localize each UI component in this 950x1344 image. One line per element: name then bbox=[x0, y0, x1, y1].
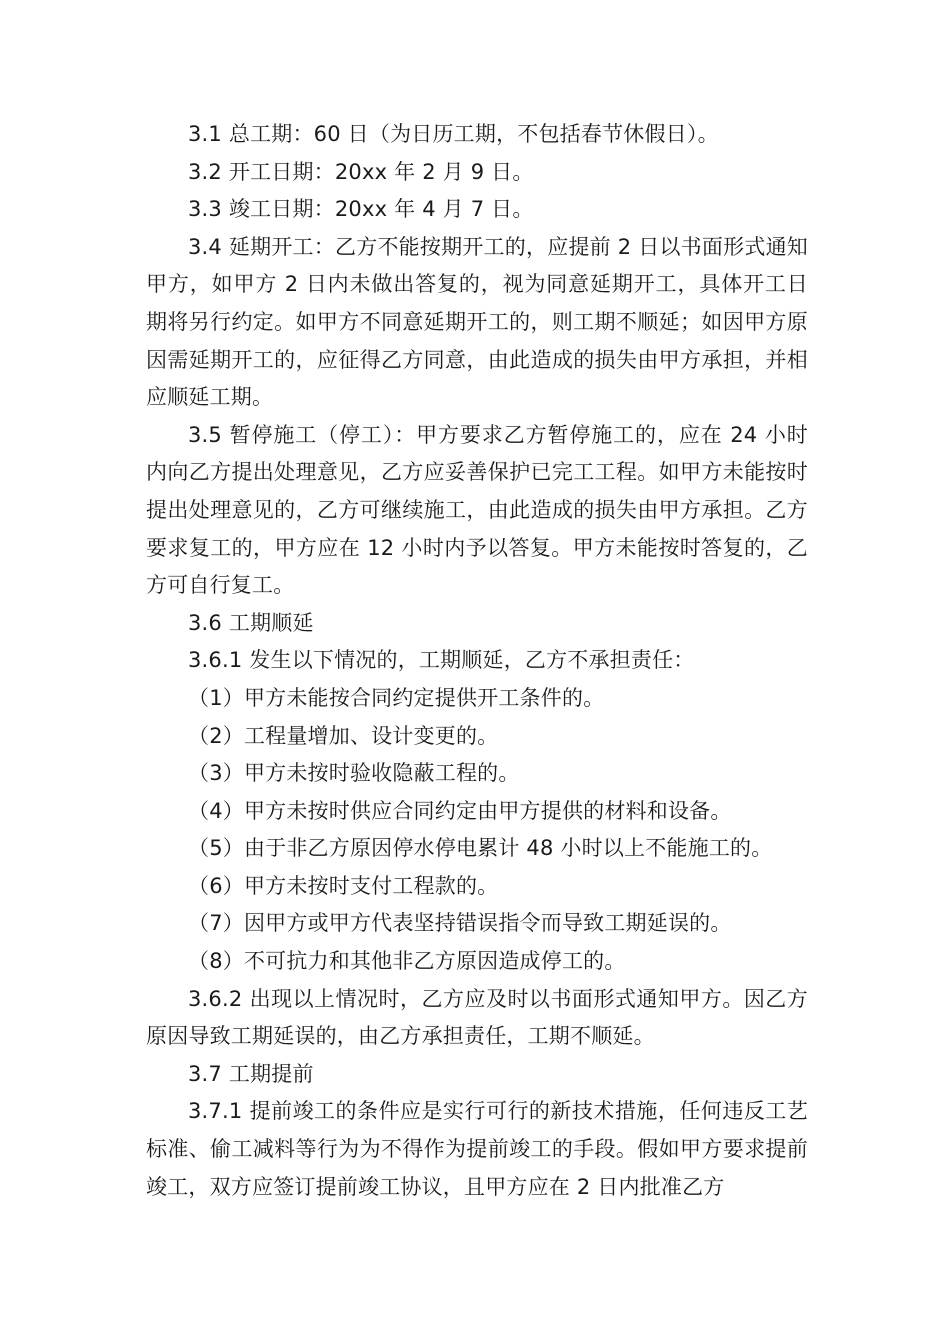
list-item: （4）甲方未按时供应合同约定由甲方提供的材料和设备。 bbox=[188, 798, 732, 823]
document-body bbox=[146, 116, 808, 1206]
clause-3-4: 3.4 延期开工：乙方不能按期开工的，应提前 2 日以书面形式通知甲方，如甲方 2 日内未做出答复的，视为同意延期开工，具体开工日期将另行约定。如甲方不同意延期开工的，则工期不顺延；如因甲方原因需延期开工的，应征得乙方同意，由此造成的损失由甲方承担，并相应顺延工期。 bbox=[146, 234, 808, 410]
list-item: （8）不可抗力和其他非乙方原因造成停工的。 bbox=[188, 949, 626, 974]
clause-3-2: 3.2 开工日期：20xx 年 2 月 9 日。 bbox=[188, 159, 534, 184]
clause-3-3: 3.3 竣工日期：20xx 年 4 月 7 日。 bbox=[188, 197, 534, 222]
clause-3-6-1: 3.6.1 发生以下情况的，工期顺延，乙方不承担责任： bbox=[188, 648, 695, 673]
clause-3-7-1: 3.7.1 提前竣工的条件应是实行可行的新技术措施，任何违反工艺标准、偷工减料等行为为不得作为提前竣工的手段。假如甲方要求提前竣工，双方应签订提前竣工协议，且甲方应在 2 日内批准乙方 bbox=[146, 1099, 808, 1199]
list-item: （6）甲方未按时支付工程款的。 bbox=[188, 873, 499, 898]
list-item: （3）甲方未按时验收隐蔽工程的。 bbox=[188, 761, 520, 786]
clause-3-1: 3.1 总工期：60 日（为日历工期，不包括春节休假日）。 bbox=[188, 122, 719, 146]
list-item: （1）甲方未能按合同约定提供开工条件的。 bbox=[188, 685, 605, 710]
clause-3-6-heading: 3.6 工期顺延 bbox=[188, 610, 314, 635]
clause-3-6-2: 3.6.2 出现以上情况时，乙方应及时以书面形式通知甲方。因乙方原因导致工期延误的，由乙方承担责任，工期不顺延。 bbox=[146, 986, 808, 1049]
list-item: （7）因甲方或甲方代表坚持错误指令而导致工期延误的。 bbox=[188, 911, 732, 936]
clause-3-7-heading: 3.7 工期提前 bbox=[188, 1061, 314, 1086]
list-item: （5）由于非乙方原因停水停电累计 48 小时以上不能施工的。 bbox=[188, 836, 773, 861]
list-item: （2）工程量增加、设计变更的。 bbox=[188, 723, 499, 748]
clause-3-5: 3.5 暂停施工（停工）：甲方要求乙方暂停施工的，应在 24 小时内向乙方提出处理意见，乙方应妥善保护已完工工程。如甲方未能按时提出处理意见的，乙方可继续施工，由此造成的损失由甲方承担。乙方要求复工的，甲方应在 12 小时内予以答复。甲方未能按时答复的，乙方可自行复工。 bbox=[146, 422, 808, 598]
